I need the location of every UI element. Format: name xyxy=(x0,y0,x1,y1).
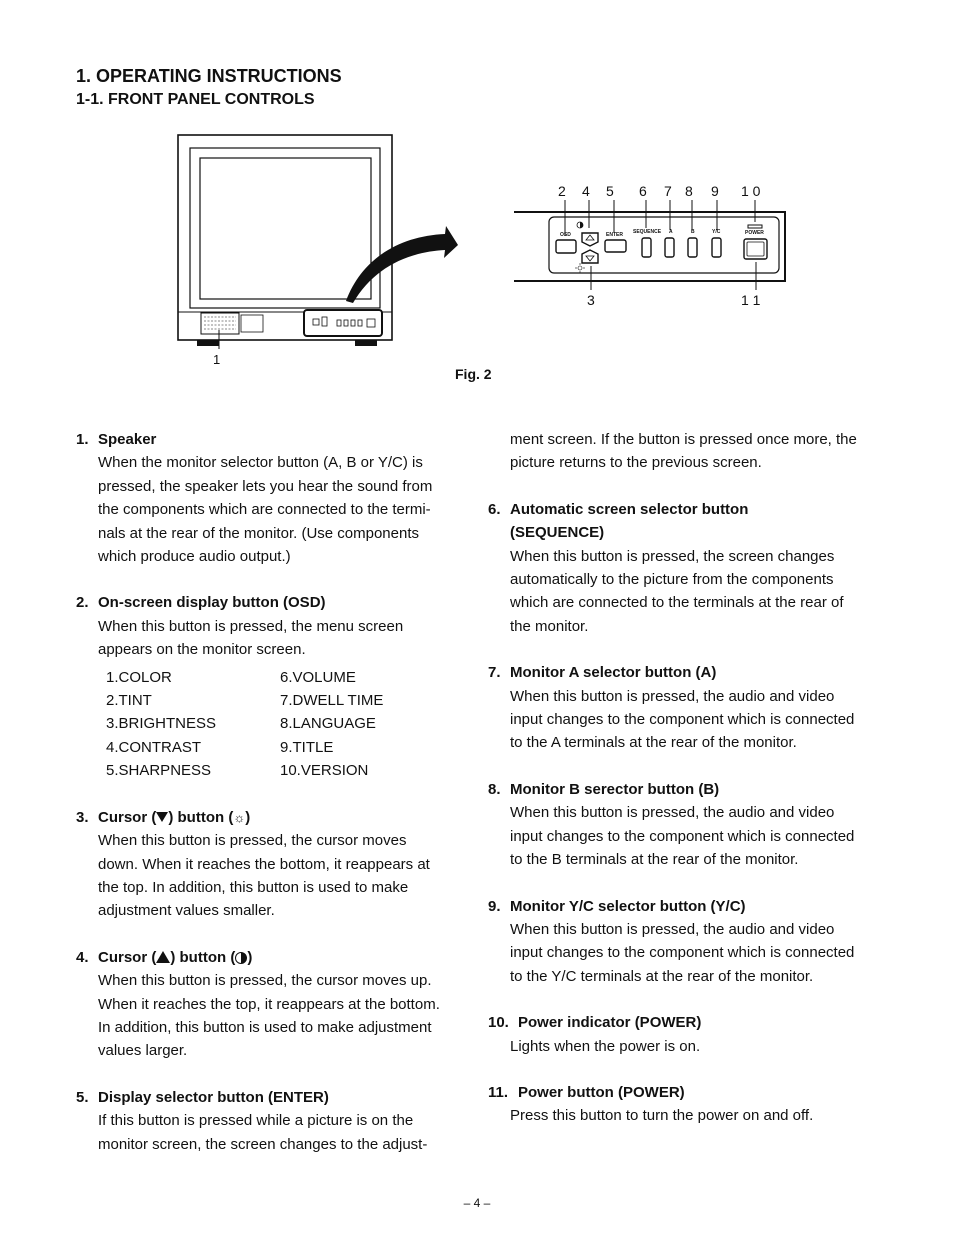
label-sequence: SEQUENCE xyxy=(633,229,662,235)
figure-caption: Fig. 2 xyxy=(455,366,492,382)
item-enter: 5. Display selector button (ENTER) If this button is pressed while a picture is on the monitor screen, the screen changes to the adjust- xyxy=(76,1088,428,1153)
label-enter: ENTER xyxy=(606,232,623,238)
callout-6: 6 xyxy=(639,183,647,199)
item-title: On-screen display button (OSD) xyxy=(98,594,326,612)
label-yc: Y/C xyxy=(712,229,721,235)
item-title: Monitor Y/C selector button (Y/C) xyxy=(510,897,746,915)
contrast-icon xyxy=(235,952,247,964)
b-button xyxy=(688,238,697,257)
a-button xyxy=(665,238,674,257)
left-column xyxy=(76,428,461,1179)
speaker-grille xyxy=(201,313,239,334)
front-panel-figure xyxy=(0,0,954,400)
down-triangle-icon xyxy=(156,812,168,822)
item-title: Monitor B serector button (B) xyxy=(510,780,720,798)
item-sequence: 6. Automatic screen selector button (SEQUENCE) When this button is pressed, the screen changes automatically to the picture from the components which are connected to the terminals at the rear of the monitor. xyxy=(488,500,844,635)
item-title: Automatic screen selector button xyxy=(510,500,749,518)
item-title: Speaker xyxy=(98,431,157,448)
power-indicator xyxy=(748,225,762,228)
item-power-button: 11. Power button (POWER) Press this button to turn the power on and off. xyxy=(488,1083,814,1125)
menu-entry: 9.TITLE xyxy=(280,738,334,756)
monitor-screen xyxy=(200,158,371,299)
osd-menu-list xyxy=(106,666,461,783)
item-monitor-a: 7. Monitor A selector button (A) When this button is pressed, the audio and video input changes to the component which is connected to the A terminals at the rear of the monitor. xyxy=(488,664,855,752)
item-speaker: 1. Speaker When the monitor selector button (A, B or Y/C) is pressed, the speaker lets you hear the sound from the components which are connected to the termi- nals at the rear of the monitor. (Use components which produce audio output.) xyxy=(76,431,433,566)
item-enter-continued: ment screen. If the button is pressed once more, the picture returns to the previous screen. xyxy=(510,431,857,472)
item-cursor-down: 3. Cursor ( ) button (☼) When this button is pressed, the cursor moves down. When it reaches the bottom, it reappears at the top. In addition, this button is used to make adjustment values smaller. xyxy=(76,808,430,920)
callout-2: 2 xyxy=(558,183,566,199)
menu-entry: 5.SHARPNESS xyxy=(106,762,212,780)
item-power-indicator: 10. Power indicator (POWER) Lights when the power is on. xyxy=(488,1014,702,1055)
right-column xyxy=(488,428,888,1151)
brightness-icon: ☼ xyxy=(233,809,246,825)
item-osd: 2. On-screen display button (OSD) When this button is pressed, the menu screen appears on the monitor screen. 1.COLOR 6.VOLUME 2.TINT 7.DWELL TIME 3.BRIGHTNESS 8.LANGUAGE 4.CONTRAST 9.TITLE 5.SHARPNESS 10.VERSION xyxy=(76,591,461,782)
item-title: Display selector button (ENTER) xyxy=(98,1088,329,1106)
callout-9: 9 xyxy=(711,183,719,199)
label-osd: OSD xyxy=(560,232,571,238)
callout-7: 7 xyxy=(664,183,672,199)
item-title: Power button (POWER) xyxy=(518,1083,685,1101)
menu-entry: 3.BRIGHTNESS xyxy=(106,715,217,733)
section-heading: 1. OPERATING INSTRUCTIONS xyxy=(76,66,342,86)
item-monitor-yc: 9. Monitor Y/C selector button (Y/C) When this button is pressed, the audio and video input changes to the component which is connected to the Y/C terminals at the rear of the monitor. xyxy=(488,897,855,985)
callout-4: 4 xyxy=(582,183,590,199)
menu-entry: 7.DWELL TIME xyxy=(280,692,384,710)
callout-5: 5 xyxy=(606,183,614,199)
callout-11: 1 1 xyxy=(741,292,761,308)
menu-entry: 2.TINT xyxy=(106,692,152,710)
callout-1: 1 xyxy=(213,352,221,367)
up-triangle-icon xyxy=(156,951,170,963)
item-cursor-up: 4. Cursor ( ) button ( ) When this button is pressed, the cursor moves up. When it reaches the top, it reappears at the bottom. In addition, this button is used to make adjustment values larger. xyxy=(76,948,440,1060)
label-b: B xyxy=(691,229,695,235)
menu-entry: 1.COLOR xyxy=(106,668,172,686)
callout-3: 3 xyxy=(587,292,595,308)
osd-button xyxy=(556,240,576,253)
menu-entry: 6.VOLUME xyxy=(280,668,356,686)
yc-button xyxy=(712,238,721,257)
contrast-icon xyxy=(577,222,583,228)
subsection-heading: 1-1. FRONT PANEL CONTROLS xyxy=(76,91,315,108)
menu-entry: 10.VERSION xyxy=(280,762,369,780)
enter-button xyxy=(605,240,626,252)
menu-entry: 4.CONTRAST xyxy=(106,738,202,756)
label-a: A xyxy=(669,229,673,235)
label-power: POWER xyxy=(745,230,764,236)
page-number: – 4 – xyxy=(463,1196,491,1210)
callout-10: 1 0 xyxy=(741,183,761,199)
item-title: Monitor A selector button (A) xyxy=(510,664,717,682)
callout-8: 8 xyxy=(685,183,693,199)
item-monitor-b: 8. Monitor B serector button (B) When this button is pressed, the audio and video input changes to the component which is connected to the B terminals at the rear of the monitor. xyxy=(488,780,855,869)
menu-entry: 8.LANGUAGE xyxy=(280,715,376,733)
item-title: Power indicator (POWER) xyxy=(518,1014,702,1032)
sequence-button xyxy=(642,238,651,257)
